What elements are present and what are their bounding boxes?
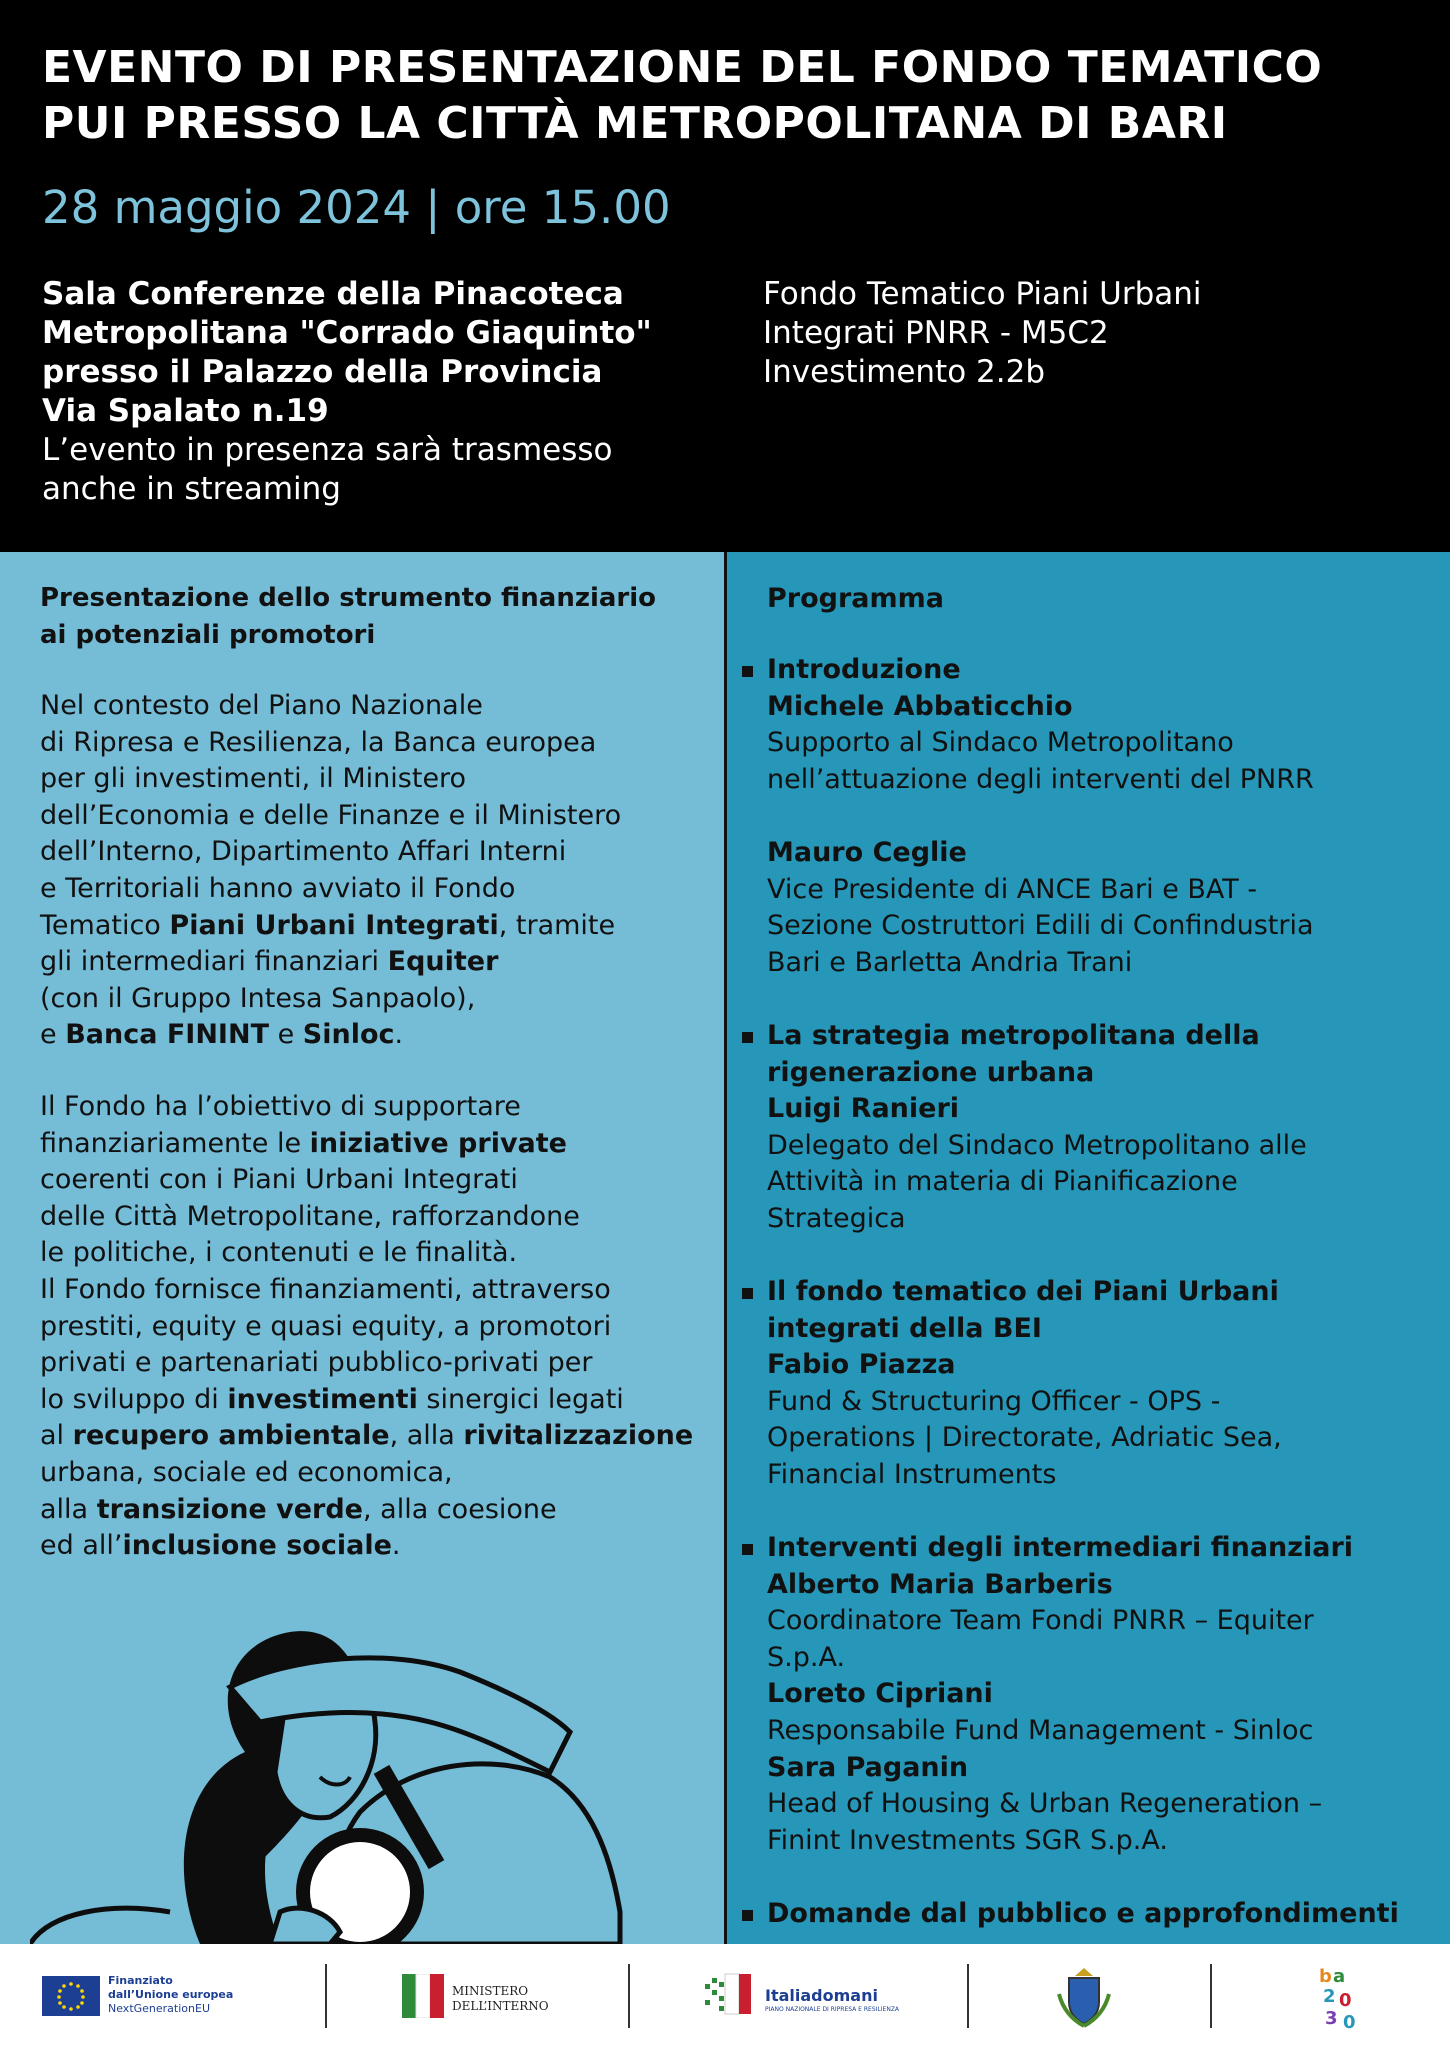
body-text: lo sviluppo di <box>40 1383 228 1415</box>
program-text: S.p.A. <box>767 1641 846 1673</box>
body-text: e Territoriali hanno avviato il Fondo <box>40 872 516 904</box>
speaker-name <box>742 1750 1442 1787</box>
body-text: ed all’ <box>40 1530 123 1562</box>
description-panel <box>0 552 725 1944</box>
speaker-role <box>742 762 1442 799</box>
bullet-icon <box>742 1032 753 1043</box>
speaker-role <box>742 1603 1442 1640</box>
speaker-role <box>742 1786 1442 1823</box>
highlight-text: Banca FININT <box>65 1019 269 1051</box>
description-heading <box>40 580 656 654</box>
body-text: gli intermediari finanziari <box>40 946 388 978</box>
highlight-text: Equiter <box>387 946 499 978</box>
paragraph-line <box>40 944 621 981</box>
event-header <box>0 0 1450 552</box>
program-text: Strategica <box>767 1202 906 1234</box>
svg-text:0: 0 <box>1339 1990 1352 2011</box>
italian-emblem-icon <box>402 1974 444 2018</box>
italiadomani-text: Italiadomani <box>765 1986 878 2005</box>
program-text: Domande dal pubblico e approfondimenti <box>767 1898 1399 1929</box>
program-text: Sezione Costruttori Edili di Confindustria <box>767 910 1314 942</box>
highlight-text: investimenti <box>227 1383 418 1415</box>
description-paragraph-2 <box>40 1089 693 1565</box>
ministero-line: MINISTERO <box>452 1984 529 1998</box>
eu-funding-text <box>108 1974 233 2016</box>
program-section <box>742 652 1442 981</box>
highlight-text: recupero ambientale <box>72 1420 390 1452</box>
italiadomani-logo-icon <box>705 1972 761 2018</box>
program-text: La strategia metropolitana della <box>767 1020 1260 1051</box>
bari-coat-of-arms-icon <box>1055 1964 1113 2030</box>
highlight-text: Piani Urbani Integrati <box>169 909 499 941</box>
program-text: Financial Instruments <box>767 1458 1057 1490</box>
program-text: Attività in materia di Pianificazione <box>767 1166 1238 1198</box>
body-text: finanziariamente le <box>40 1127 310 1159</box>
program-text: Supporto al Sindaco Metropolitano <box>767 727 1234 759</box>
paragraph-line <box>40 1492 693 1529</box>
streaming-note: L’evento in presenza sarà trasmesso <box>42 432 613 468</box>
program-item-title <box>742 1530 1442 1567</box>
speaker-role <box>742 1201 1442 1238</box>
speaker-role <box>742 908 1442 945</box>
body-text: delle Città Metropolitane, rafforzandone <box>40 1200 580 1232</box>
program-text <box>767 800 776 831</box>
speaker-role <box>742 1640 1442 1677</box>
bullet-icon <box>742 1910 753 1921</box>
speaker-name <box>742 1055 1442 1092</box>
footer-separator <box>967 1964 969 2028</box>
program-text: Fund & Structuring Officer - OPS - <box>767 1385 1221 1417</box>
fund-line: Integrati PNRR - M5C2 <box>763 315 1109 351</box>
body-text: alla <box>40 1493 97 1525</box>
paragraph-line <box>40 1089 693 1126</box>
fund-line: Investimento 2.2b <box>763 354 1045 390</box>
venue-line: presso il Palazzo della Provincia <box>42 354 603 390</box>
paragraph-line <box>40 1272 693 1309</box>
paragraph-line <box>40 1418 693 1455</box>
speaker-role <box>742 1164 1442 1201</box>
body-text: di Ripresa e Resilienza, la Banca europea <box>40 726 597 758</box>
program-text: Head of Housing & Urban Regeneration – <box>767 1788 1323 1820</box>
speaker-role <box>742 725 1442 762</box>
paragraph-line <box>40 1017 621 1054</box>
body-text: . <box>394 1019 404 1051</box>
paragraph-line <box>40 1235 693 1272</box>
svg-text:b: b <box>1319 1966 1332 1987</box>
svg-text:a: a <box>1333 1966 1346 1987</box>
program-text: Vice Presidente di ANCE Bari e BAT - <box>767 873 1258 905</box>
paragraph-line <box>40 1199 693 1236</box>
speaker-role <box>742 1713 1442 1750</box>
speaker-name <box>742 1311 1442 1348</box>
body-text: le politiche, i contenuti e le finalità. <box>40 1237 518 1269</box>
program-text: Michele Abbaticchio <box>767 690 1073 722</box>
speaker-role <box>742 1823 1442 1860</box>
highlight-text: iniziative private <box>309 1127 567 1159</box>
program-heading: Programma <box>767 583 945 614</box>
program-section <box>742 1274 1442 1494</box>
eu-line: Finanziato <box>108 1974 173 1987</box>
speaker-role <box>742 872 1442 909</box>
highlight-text: Sinloc <box>302 1019 395 1051</box>
program-text: Introduzione <box>767 654 961 685</box>
paragraph-line <box>40 761 621 798</box>
title-line: PUI PRESSO LA CITTÀ METROPOLITANA DI BARI <box>42 98 1228 149</box>
program-text: integrati della BEI <box>767 1312 1042 1344</box>
body-text: . <box>391 1530 401 1562</box>
speaker-role <box>742 798 1442 835</box>
paragraph-line <box>40 725 621 762</box>
heading-line: ai potenziali promotori <box>40 620 376 650</box>
program-item-title <box>742 652 1442 689</box>
footer-separator <box>1210 1964 1212 2028</box>
eu-line: NextGenerationEU <box>108 2002 210 2015</box>
program-text: Alberto Maria Barberis <box>767 1568 1113 1600</box>
paragraph-line <box>40 1382 693 1419</box>
eu-line: dall’Unione europea <box>108 1988 234 2001</box>
footer-separator <box>628 1964 630 2028</box>
paragraph-line <box>40 1345 693 1382</box>
program-section <box>742 1896 1442 1933</box>
paragraph-line <box>40 1455 693 1492</box>
highlight-text: rivitalizzazione <box>463 1420 694 1452</box>
fund-line: Fondo Tematico Piani Urbani <box>763 276 1202 312</box>
program-text: Interventi degli intermediari finanziari <box>767 1532 1354 1563</box>
paragraph-line <box>40 871 621 908</box>
body-text: Il Fondo ha l’obiettivo di supportare <box>40 1091 521 1122</box>
speaker-role <box>742 1128 1442 1165</box>
venue-line: Via Spalato n.19 <box>42 393 329 429</box>
body-text: e <box>269 1019 303 1051</box>
event-venue <box>42 275 742 509</box>
body-text: Tematico <box>40 909 170 941</box>
program-text: nell’attuazione degli interventi del PNRR <box>767 763 1314 795</box>
italiadomani-subtitle: PIANO NAZIONALE DI RIPRESA E RESILIENZA <box>765 2006 900 2013</box>
heading-line: Presentazione dello strumento finanziario <box>40 583 657 613</box>
speaker-name <box>742 1091 1442 1128</box>
body-text: (con il Gruppo Intesa Sanpaolo), <box>40 982 476 1014</box>
streaming-note: anche in streaming <box>42 471 341 507</box>
program-text: Fabio Piazza <box>767 1349 956 1381</box>
person-magnifier-illustration <box>30 1612 720 1944</box>
program-text: Bari e Barletta Andria Trani <box>767 946 1133 978</box>
paragraph-line <box>40 1309 693 1346</box>
ba2030-logo <box>1315 1962 1373 2032</box>
body-text: coerenti con i Piani Urbani Integrati <box>40 1164 518 1196</box>
paragraph-line <box>40 798 621 835</box>
highlight-text: transizione verde <box>96 1493 363 1525</box>
body-text: , alla coesione <box>363 1493 557 1525</box>
body-text: dell’Interno, Dipartimento Affari Interni <box>40 836 567 868</box>
event-title <box>42 40 1422 152</box>
speaker-name <box>742 1347 1442 1384</box>
program-text: Operations | Directorate, Adriatic Sea, <box>767 1422 1282 1454</box>
body-text: urbana, sociale ed economica, <box>40 1456 453 1488</box>
ministero-interno-text <box>452 1984 549 2014</box>
program-text: Il fondo tematico dei Piani Urbani <box>767 1276 1279 1307</box>
speaker-role <box>742 945 1442 982</box>
program-panel <box>727 552 1450 1944</box>
paragraph-line <box>40 688 621 725</box>
program-text: Mauro Ceglie <box>767 836 967 868</box>
paragraph-line <box>40 834 621 871</box>
program-text: Sara Paganin <box>767 1751 969 1783</box>
paragraph-line <box>40 908 621 945</box>
highlight-text: inclusione sociale <box>122 1530 392 1562</box>
program-section <box>742 1018 1442 1238</box>
paragraph-line <box>40 1528 693 1565</box>
paragraph-line <box>40 1126 693 1163</box>
body-text: e <box>40 1019 66 1051</box>
program-item-title <box>742 1274 1442 1311</box>
venue-line: Metropolitana "Corrado Giaquinto" <box>42 315 652 351</box>
body-text: Il Fondo fornisce finanziamenti, attraverso <box>40 1273 611 1305</box>
eu-flag-icon <box>42 1976 100 2016</box>
bullet-icon <box>742 1544 753 1555</box>
description-paragraph-1 <box>40 688 621 1054</box>
body-text: sinergici legati <box>417 1383 624 1415</box>
svg-text:3: 3 <box>1325 2008 1338 2029</box>
paragraph-line <box>40 981 621 1018</box>
body-text: prestiti, equity e quasi equity, a promotori <box>40 1310 612 1342</box>
ministero-line: DELL’INTERNO <box>452 1999 549 2013</box>
speaker-name <box>742 1567 1442 1604</box>
speaker-role <box>742 1457 1442 1494</box>
svg-text:2: 2 <box>1323 1986 1336 2007</box>
title-line: EVENTO DI PRESENTAZIONE DEL FONDO TEMATICO <box>42 42 1323 93</box>
body-text: , alla <box>389 1420 464 1452</box>
body-text: , tramite <box>498 909 616 941</box>
program-text: Finint Investments SGR S.p.A. <box>767 1824 1168 1856</box>
footer-separator <box>325 1964 327 2028</box>
program-text: Delegato del Sindaco Metropolitano alle <box>767 1129 1307 1161</box>
sponsor-footer <box>0 1944 1450 2048</box>
program-text: Responsabile Fund Management - Sinloc <box>767 1714 1314 1746</box>
fund-info <box>763 275 1413 392</box>
program-text: Coordinatore Team Fondi PNRR – Equiter <box>767 1605 1314 1637</box>
speaker-name <box>742 1676 1442 1713</box>
body-text: al <box>40 1420 73 1452</box>
body-text: dell’Economia e delle Finanze e il Ministero <box>40 799 622 831</box>
body-text: per gli investimenti, il Ministero <box>40 763 467 795</box>
body-text: Nel contesto del Piano Nazionale <box>40 690 483 721</box>
event-date: 28 maggio 2024 | ore 15.00 <box>42 181 671 234</box>
paragraph-line <box>40 1162 693 1199</box>
speaker-name <box>742 835 1442 872</box>
program-text: Loreto Cipriani <box>767 1678 993 1710</box>
bullet-icon <box>742 666 753 677</box>
venue-line: Sala Conferenze della Pinacoteca <box>42 276 624 312</box>
program-section <box>742 1530 1442 1859</box>
body-text: privati e partenariati pubblico-privati per <box>40 1347 593 1379</box>
speaker-name <box>742 689 1442 726</box>
program-item-title <box>742 1018 1442 1055</box>
speaker-role <box>742 1384 1442 1421</box>
program-text: rigenerazione urbana <box>767 1056 1095 1088</box>
program-item-title <box>742 1896 1442 1933</box>
speaker-role <box>742 1420 1442 1457</box>
svg-text:0: 0 <box>1343 2012 1356 2032</box>
bullet-icon <box>742 1288 753 1299</box>
program-text: Luigi Ranieri <box>767 1093 960 1125</box>
